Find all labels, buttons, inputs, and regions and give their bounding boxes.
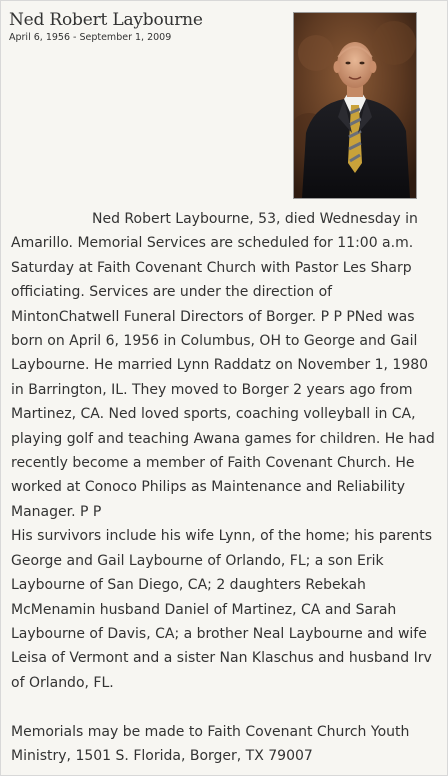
obituary-paragraph-1 xyxy=(11,207,443,695)
text-line: Laybourne of San Diego, CA; 2 daughters Rebekah xyxy=(11,577,366,594)
text-line: George and Gail Laybourne of Orlando, FL; a son Erik xyxy=(11,552,384,569)
text-line: Ned Robert Laybourne, 53, died Wednesday in xyxy=(92,211,418,227)
text-line: born on April 6, 1956 in Columbus, OH to George and Gail xyxy=(11,333,418,350)
life-dates: April 6, 1956 - September 1, 2009 xyxy=(9,32,172,43)
text-line: Saturday at Faith Covenant Church with Pastor Les Sharp xyxy=(11,259,412,276)
text-line: Memorials may be made to Faith Covenant Church Youth xyxy=(11,724,410,740)
text-line: Martinez, CA. Ned loved sports, coaching volleyball in CA, xyxy=(11,406,416,423)
text-line: Ministry, 1501 S. Florida, Borger, TX 79007 xyxy=(11,748,313,765)
portrait-photo-icon xyxy=(294,13,416,198)
text-line: officiating. Services are under the direction of xyxy=(11,284,333,301)
text-line: recently become a member of Faith Covenant Church. He xyxy=(11,455,415,472)
text-line: MintonChatwell Funeral Directors of Borger. P P PNed was xyxy=(11,308,415,325)
text-line: Laybourne. He married Lynn Raddatz on November 1, 1980 xyxy=(11,357,429,374)
text-line: in Barrington, IL. They moved to Borger 2 years ago from xyxy=(11,381,413,398)
text-line: Manager. P P xyxy=(11,503,102,520)
text-line: of Orlando, FL. xyxy=(11,674,114,691)
text-line: His survivors include his wife Lynn, of the home; his parents xyxy=(11,528,432,545)
text-line: playing golf and teaching Awana games for children. He had xyxy=(11,430,435,447)
text-line: Leisa of Vermont and a sister Nan Klaschus and husband Irv xyxy=(11,650,432,667)
text-line: Laybourne of Davis, CA; a brother Neal Laybourne and wife xyxy=(11,625,427,642)
text-line: Amarillo. Memorial Services are scheduled for 11:00 a.m. xyxy=(11,235,414,252)
text-line: McMenamin husband Daniel of Martinez, CA and Sarah xyxy=(11,601,397,618)
deceased-name: Ned Robert Laybourne xyxy=(9,10,203,30)
portrait-photo xyxy=(293,12,417,199)
text-line: worked at Conoco Philips as Maintenance and Reliability xyxy=(11,479,406,496)
obituary-paragraph-3 xyxy=(11,720,443,769)
